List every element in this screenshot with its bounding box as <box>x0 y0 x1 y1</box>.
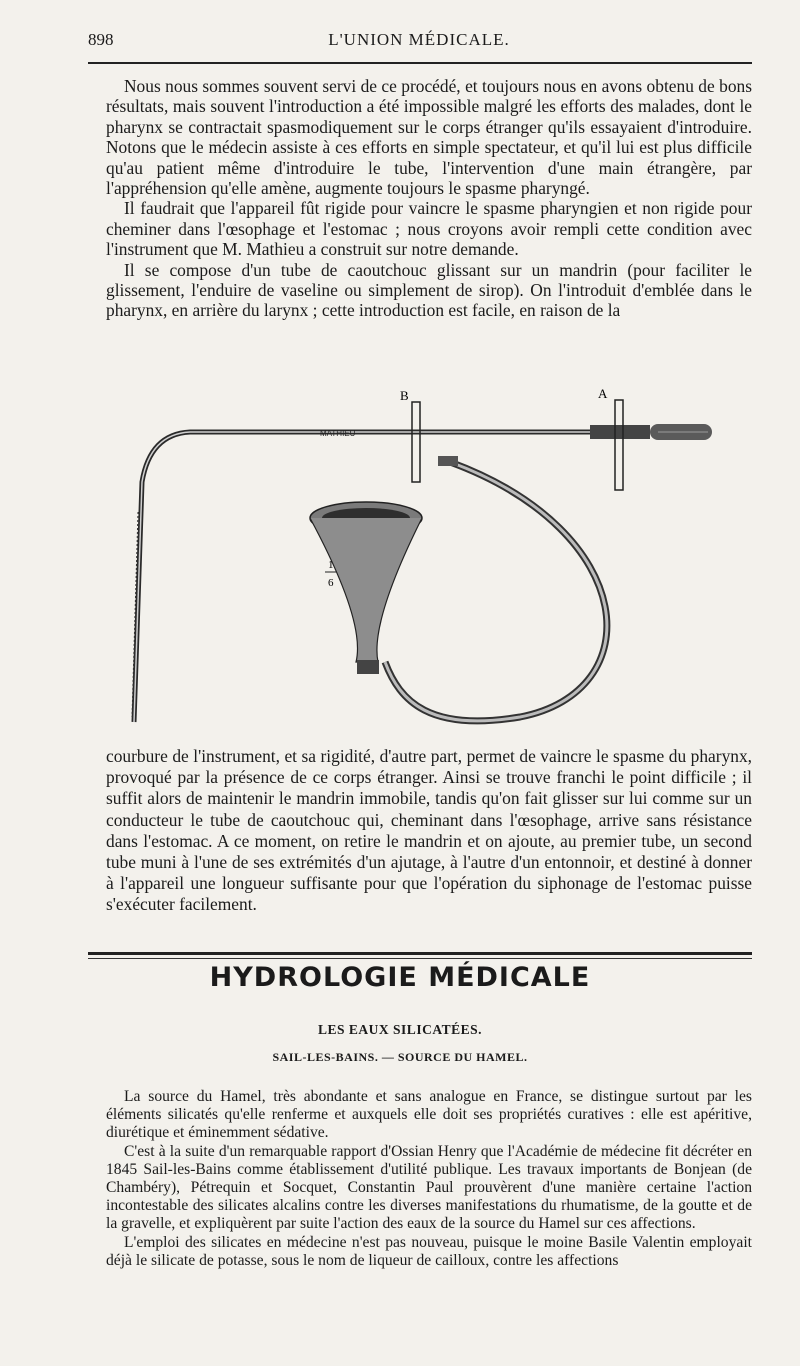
maker-stamp: MATHIEU <box>320 429 356 438</box>
page-header <box>86 30 752 56</box>
header-rule <box>88 62 752 64</box>
siphon-tube-illustration <box>120 372 740 742</box>
section-rule-top <box>88 952 752 955</box>
scale-numerator: 1 <box>328 559 334 571</box>
section-rule-bottom <box>88 958 752 959</box>
section-subsubtitle: SAIL-LES-BAINS. — SOURCE DU HAMEL. <box>272 1050 528 1064</box>
paragraph-1: Nous nous sommes souvent servi de ce procédé, et toujours nous en avons obtenu de bons résultats, mais souvent l'introduction a été impossible malgré les efforts des malades, dont le pharynx se contractait spasmodiquement sur le corps étranger qu'ils essayaient d'introduire. Notons que le médecin assiste à ces efforts en simple spectateur, et qu'il lui est plus difficile qu'au patient même d'introduire le tube, l'intervention d'une main étrangère, par l'appréhension qu'elle amène, augmente toujours le spasme pharyngé. <box>106 76 752 199</box>
paragraph-7: L'emploi des silicates en médecine n'est pas nouveau, puisque le moine Basile Valentin employait déjà le silicate de potasse, sous le nom de liqueur de cailloux, contre les affections <box>106 1233 752 1269</box>
instrument-figure <box>120 372 740 742</box>
scale-denominator: 6 <box>328 577 334 589</box>
journal-title: L'UNION MÉDICALE. <box>328 30 510 49</box>
section-title: HYDROLOGIE MÉDICALE <box>209 962 591 993</box>
label-a: A <box>598 386 608 401</box>
body-mid <box>106 746 752 916</box>
body-bottom <box>106 1088 752 1270</box>
paragraph-6: C'est à la suite d'un remarquable rapport d'Ossian Henry que l'Académie de médecine fit décréter en 1845 Sail-les-Bains comme établissement d'utilité publique. Les travaux importants de Bonjean (de Chambéry), Pétrequin et Socquet, Constantin Paul prouvèrent d'une manière certaine l'action incontestable des silicates alcalins contre les diverses manifestations du rhumatisme, de la goutte et de la gravelle, et expliquèrent par suite l'action des eaux de la source du Hamel sur ces affections. <box>106 1142 752 1233</box>
page-number: 898 <box>88 30 114 49</box>
label-b: B <box>400 388 409 403</box>
paragraph-5: La source du Hamel, très abondante et sans analogue en France, se distingue surtout par les éléments silicatés qu'elle renferme et auxquels elle doit ses propriétés curatives : elle est apéritive, diurétique et éminemment sédative. <box>106 1088 752 1142</box>
paragraph-4: courbure de l'instrument, et sa rigidité, d'autre part, permet de vaincre le spasme du pharynx, provoqué par la présence de ce corps étranger. Ainsi se trouve franchi le point difficile ; il suffit alors de maintenir le mandrin immobile, tandis qu'on fait glisser sur lui comme sur un conducteur le tube de caoutchouc qui, cheminant dans l'œsophage, arrive sans résistance dans l'estomac. A ce moment, on retire le mandrin et on ajoute, au premier tube, un second tube muni à l'une de ses extrémités d'un ajutage, à l'autre d'un entonnoir, et destiné à donner à l'appareil une longueur suffisante pour que l'opération du siphonage de l'estomac puisse s'exécuter facilement. <box>106 746 752 915</box>
body-top <box>106 76 752 321</box>
section-subtitle: LES EAUX SILICATÉES. <box>318 1022 482 1037</box>
paragraph-2: Il faudrait que l'appareil fût rigide pour vaincre le spasme pharyngien et non rigide pour cheminer dans l'œsophage et l'estomac ; nous croyons avoir rempli cette condition avec l'instrument que M. Mathieu a construit sur notre demande. <box>106 198 752 260</box>
paragraph-3: Il se compose d'un tube de caoutchouc glissant sur un mandrin (pour faciliter le glissement, l'enduire de vaseline ou simplement de sirop). On l'introduit d'emblée dans le pharynx, en arrière du larynx ; cette introduction est facile, en raison de la <box>106 259 752 321</box>
